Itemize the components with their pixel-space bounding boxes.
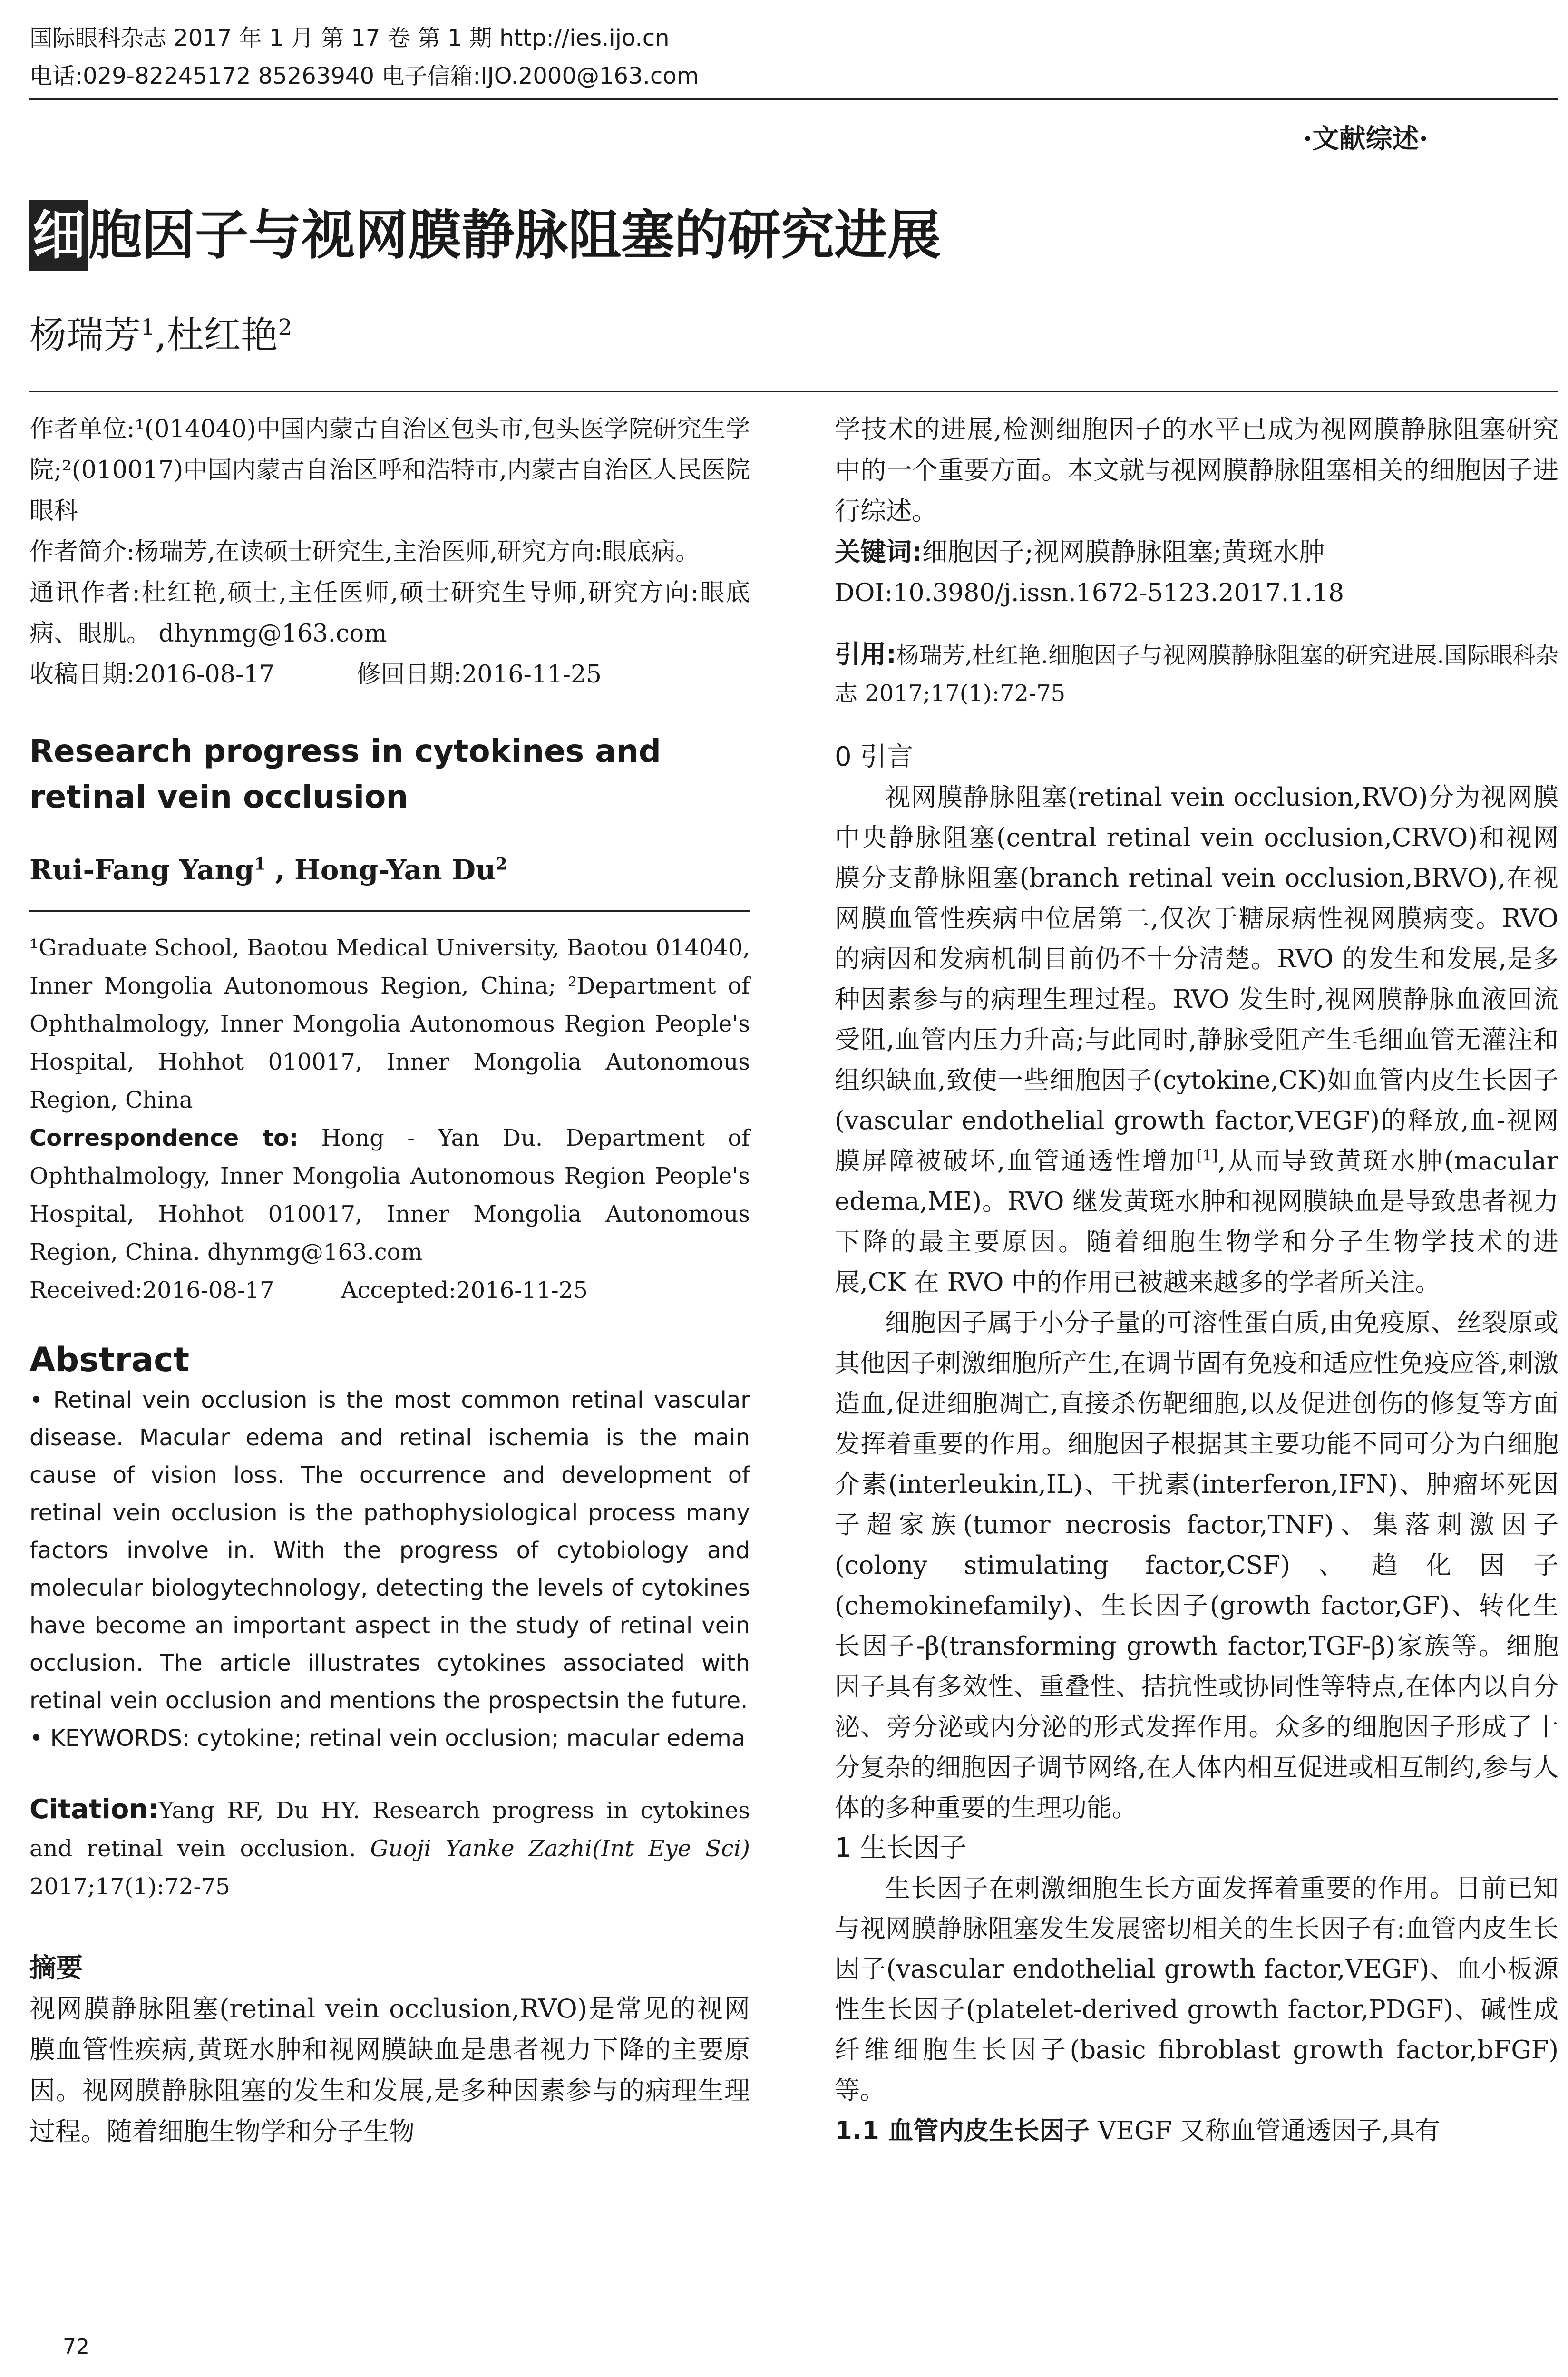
correspondence-text: Hong - Yan Du. Department of Ophthalmology, Inner Mongolia Autonomous Region People's Hospital, Hohhot 010017, Inner Mongolia Autonomous Region, China. dhynmg@163.com xyxy=(29,1125,750,1266)
intro-p1-text-b: ,从而导致黄斑水肿(macular edema,ME)。RVO 继发黄斑水肿和视网膜缺血是导致患者视力下降的最主要原因。随着细胞生物学和分子生物学技术的进展,CK 在 RVO 中的作用已被越来越多的学者所关注。 xyxy=(835,1147,1558,1297)
author-2-cn: 杜红艳 xyxy=(166,314,278,357)
article-title xyxy=(29,200,941,271)
citation-cn xyxy=(835,635,1558,712)
section-1-heading: 1 生长因子 xyxy=(835,1832,967,1863)
author-1-en: Rui-Fang Yang xyxy=(29,854,254,886)
header-rule xyxy=(29,98,1558,100)
authors-en xyxy=(29,848,750,891)
citation-label-en: Citation: xyxy=(29,1794,159,1825)
author-2-sup: 2 xyxy=(278,315,292,341)
citation-journal: Guoji Yanke Zazhi(Int Eye Sci) xyxy=(370,1835,750,1862)
page-number: 72 xyxy=(63,2335,89,2359)
correspondence-label: Correspondence to: xyxy=(29,1125,299,1151)
keywords-en: • KEYWORDS: cytokine; retinal vein occlusion; macular edema xyxy=(29,1725,746,1752)
citation-tail: 2017;17(1):72-75 xyxy=(29,1873,230,1900)
en-author-rule xyxy=(29,910,750,912)
author-unit: 作者单位:¹(014040)中国内蒙古自治区包头市,包头医学院研究生学院;²(010017)中国内蒙古自治区呼和浩特市,内蒙古自治区人民医院眼科 xyxy=(29,415,750,525)
intro-p1-text-a: 视网膜静脉阻塞(retinal vein occlusion,RVO)分为视网膜中央静脉阻塞(central retinal vein occlusion,CRVO)和视网膜分支静脉阻塞(branch retinal vein occlusion,BRVO),在视网膜血管性疾病中位居第二,仅次于糖尿病性视网膜病变。RVO 的病因和发病机制目前仍不十分清楚。RVO 的发生和发展,是多种因素参与的病理生理过程。RVO 发生时,视网膜静脉血液回流受阻,血管内压力升高;与此同时,静脉受阻产生毛细血管无灌注和组织缺血,致使一些细胞因子(cytokine,CK)如血管内皮生长因子(vascular endothelial growth factor,VEGF)的释放,血-视网膜屏障被破坏,血管通透性增加 xyxy=(835,783,1558,1176)
citation-en xyxy=(29,1791,750,1906)
doi: DOI:10.3980/j.issn.1672-5123.2017.1.18 xyxy=(835,579,1344,607)
dates-en xyxy=(29,1271,750,1309)
author-1-sup: 1 xyxy=(141,315,155,341)
abstract-body xyxy=(29,1382,750,1757)
left-column xyxy=(29,409,750,2152)
author-1-en-sup: 1 xyxy=(254,854,266,874)
dates-cn xyxy=(29,654,750,695)
keywords-text-cn: 细胞因子;视网膜静脉阻塞;黄斑水肿 xyxy=(922,537,1325,567)
keywords-label-cn: 关键词: xyxy=(835,537,922,567)
author-en-sep: , xyxy=(265,854,294,886)
title-drop-char: 细 xyxy=(29,200,88,271)
revised-date-cn: 修回日期:2016-11-25 xyxy=(356,661,602,689)
authors-cn xyxy=(29,309,292,361)
intro-paragraph-1 xyxy=(835,777,1558,1303)
summary-heading: 摘要 xyxy=(29,1953,83,1984)
title-text: 胞因子与视网膜静脉阻塞的研究进展 xyxy=(88,205,941,266)
vegf-paragraph xyxy=(835,2111,1558,2151)
correspondence xyxy=(29,1119,750,1271)
citation-text-en: Yang RF, Du HY. Research progress in cytokines and retinal vein occlusion. xyxy=(29,1797,750,1862)
summary-continued: 学技术的进展,检测细胞因子的水平已成为视网膜静脉阻塞研究中的一个重要方面。本文就与视网膜静脉阻塞相关的细胞因子进行综述。 xyxy=(835,414,1558,526)
author-2-en-sup: 2 xyxy=(496,854,507,874)
journal-header-line1: 国际眼科杂志 2017 年 1 月 第 17 卷 第 1 期 http://ies.ijo.cn xyxy=(29,25,670,51)
journal-header-line2: 电话:029-82245172 85263940 电子信箱:IJO.2000@163.com xyxy=(29,63,699,89)
english-title: Research progress in cytokines and retinal vein occlusion xyxy=(29,733,661,815)
reference-marker: [1] xyxy=(1196,1147,1218,1165)
section-tag: ·文献综述· xyxy=(1303,123,1428,155)
title-rule xyxy=(29,391,1558,392)
citation-label-cn: 引用: xyxy=(835,639,896,669)
corresponding-author: 通讯作者:杜红艳,硕士,主任医师,硕士研究生导师,研究方向:眼底病、眼肌。 dhynmg@163.com xyxy=(29,579,750,648)
section-1-1-heading: 1.1 血管内皮生长因子 xyxy=(835,2116,1090,2145)
citation-text-cn: 杨瑞芳,杜红艳.细胞因子与视网膜静脉阻塞的研究进展.国际眼科杂志 2017;17(1):72-75 xyxy=(835,642,1558,707)
received-date-en: Received:2016-08-17 xyxy=(29,1277,274,1304)
intro-body xyxy=(835,777,1558,1828)
summary-text: 视网膜静脉阻塞(retinal vein occlusion,RVO)是常见的视网膜血管性疾病,黄斑水肿和视网膜缺血是患者视力下降的主要原因。视网膜静脉阻塞的发生和发展,是多种因素参与的病理生理过程。随着细胞生物学和分子生物 xyxy=(29,1994,750,2146)
received-date-cn: 收稿日期:2016-08-17 xyxy=(29,661,275,689)
section-0-heading: 0 引言 xyxy=(835,741,914,772)
author-sep: , xyxy=(155,314,167,357)
growth-factor-paragraph: 生长因子在刺激细胞生长方面发挥着重要的作用。目前已知与视网膜静脉阻塞发生发展密切相关的生长因子有:血管内皮生长因子(vascular endothelial growth factor,VEGF)、血小板源性生长因子(platelet-derived growth factor,PDGF)、碱性成纤维细胞生长因子(basic fibroblast growth factor,bFGF)等。 xyxy=(835,1874,1558,2105)
abstract-heading: Abstract xyxy=(29,1340,190,1379)
author-info xyxy=(29,409,750,695)
author-intro: 作者简介:杨瑞芳,在读硕士研究生,主治医师,研究方向:眼底病。 xyxy=(29,538,700,566)
accepted-date-en: Accepted:2016-11-25 xyxy=(341,1277,588,1304)
abstract-text: • Retinal vein occlusion is the most common retinal vascular disease. Macular edema and retinal ischemia is the main cause of vision loss. The occurrence and development of retinal vein occlusion is the pathophysiological process many factors involve in. With the progress of cytobiology and molecular biologytechnology, detecting the levels of cytokines have become an important aspect in the study of retinal vein occlusion. The article illustrates cytokines associated with retinal vein occlusion and mentions the prospectsin the future. xyxy=(29,1387,750,1714)
author-1-cn: 杨瑞芳 xyxy=(29,314,141,357)
vegf-text: VEGF 又称血管通透因子,具有 xyxy=(1090,2116,1440,2145)
intro-paragraph-2: 细胞因子属于小分子量的可溶性蛋白质,由免疫原、丝裂原或其他因子刺激细胞所产生,在调节固有免疫和适应性免疫应答,刺激造血,促进细胞凋亡,直接杀伤靶细胞,以及促进创伤的修复等方面发挥着重要的作用。细胞因子根据其主要功能不同可分为白细胞介素(interleukin,IL)、干扰素(interferon,IFN)、肿瘤坏死因子超家族(tumor necrosis factor,TNF)、集落刺激因子(colony stimulating factor,CSF)、趋化因子(chemokinefamily)、生长因子(growth factor,GF)、转化生长因子-β(transforming growth factor,TGF-β)家族等。细胞因子具有多效性、重叠性、拮抗性或协同性等特点,在体内以自分泌、旁分泌或内分泌的形式发挥作用。众多的细胞因子形成了十分复杂的细胞因子调节网络,在人体内相互促进或相互制约,参与人体的多种重要的生理功能。 xyxy=(835,1308,1558,1822)
affiliation-text: ¹Graduate School, Baotou Medical University, Baotou 014040, Inner Mongolia Autonomous Region, China; ²Department of Ophthalmology, Inner Mongolia Autonomous Region People's Hospital, Hohhot 010017, Inner Mongolia Autonomous Region, China xyxy=(29,935,750,1113)
affiliation-en xyxy=(29,929,750,1309)
growth-factor-body xyxy=(835,1868,1558,2151)
right-column xyxy=(835,409,1558,2151)
author-2-en: Hong-Yan Du xyxy=(294,854,496,886)
keywords-cn xyxy=(835,532,1558,573)
